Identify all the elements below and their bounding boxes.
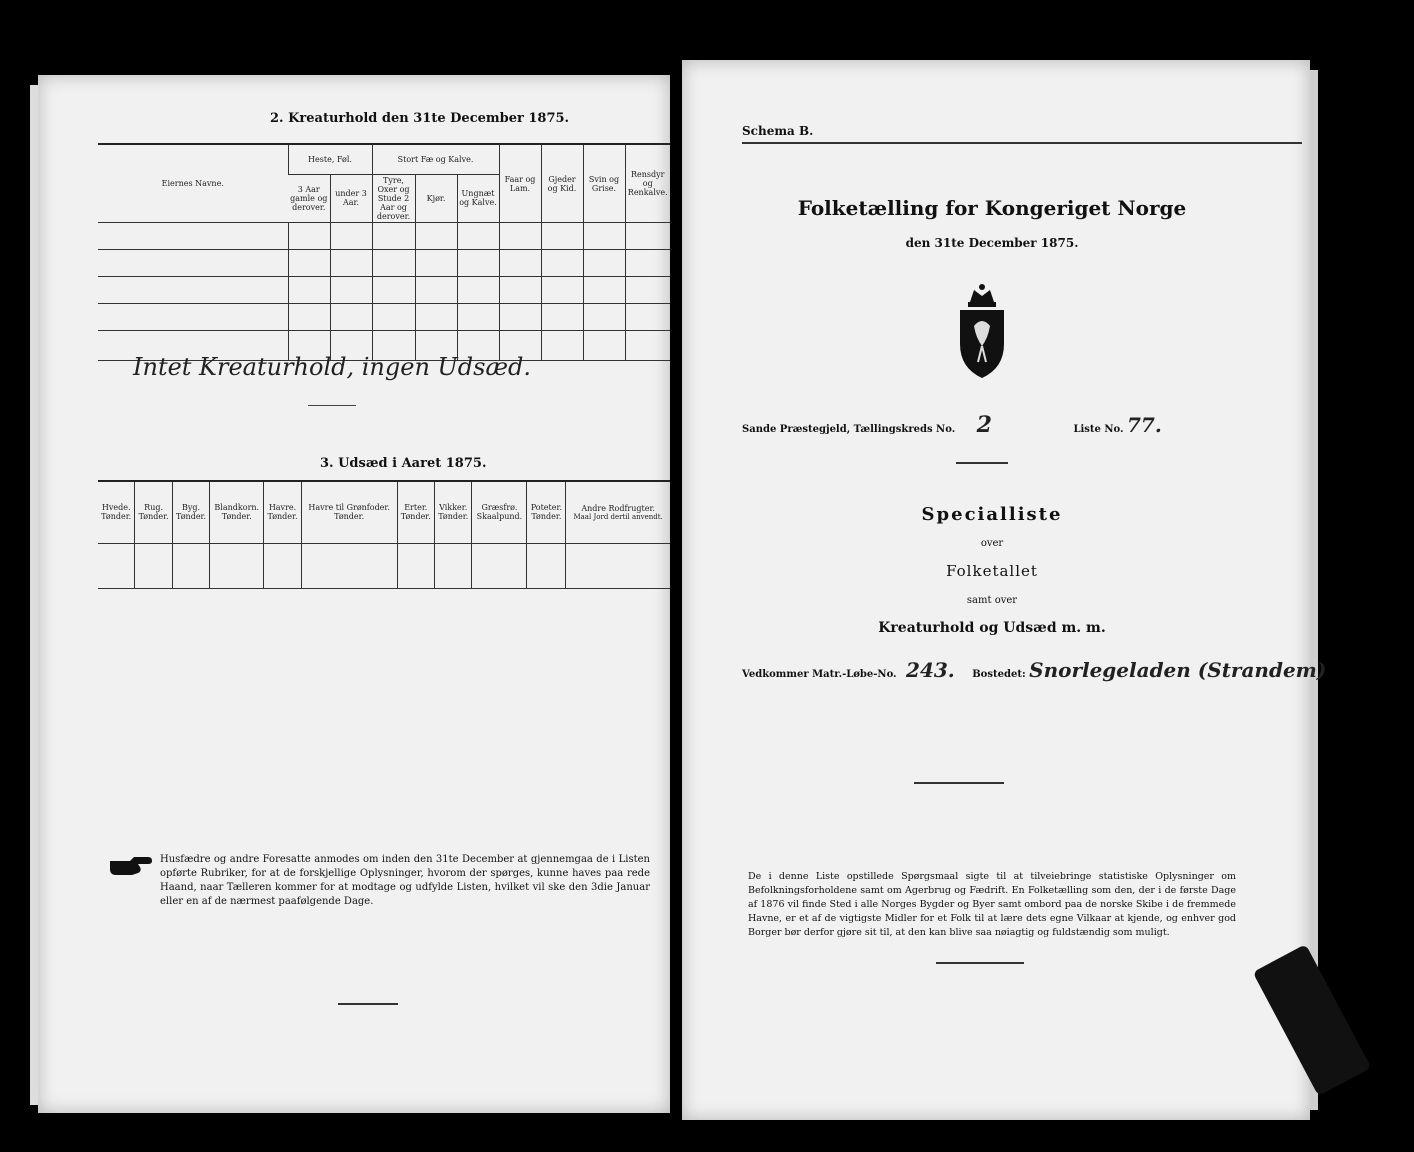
cattle-header: Stort Fæ og Kalve. [372,144,499,174]
seed-col-header: Hvede. Tønder. [98,481,135,543]
horses-sub-header: 3 Aar gamle og derover. [288,174,330,223]
bostedet-label: Bostedet: [972,669,1026,680]
district-number: 2 [976,412,992,438]
divider [338,1003,398,1005]
pigs-header: Svin og Grise. [583,144,625,223]
divider [914,782,1004,784]
divider [936,962,1024,964]
section-2-title: 2. Kreaturhold den 31te December 1875. [270,111,570,126]
schema-label: Schema B. [742,124,814,138]
specialliste-heading: Specialliste [921,504,1063,525]
horses-header: Heste, Føl. [288,144,372,174]
bostedet-value: Snorlegeladen (Strandem) [1029,658,1327,682]
seed-col-header: Andre Rodfrugter. Maal Jord dertil anvendt. [566,481,670,543]
table-row [98,304,670,331]
handwritten-note: Intet Kreaturhold, ingen Udsæd. [133,353,531,381]
table-row [98,543,670,588]
table-row [98,277,670,304]
seed-col-header: Erter. Tønder. [397,481,434,543]
table-row [98,250,670,277]
coat-of-arms-icon [952,282,1012,382]
pointing-hand-icon [108,855,154,877]
list-number: 77. [1126,413,1162,437]
section-3-title: 3. Udsæd i Aaret 1875. [320,456,487,471]
samt-over-label: samt over [966,595,1018,606]
cattle-sub-header: Tyre, Oxer og Stude 2 Aar og derover. [372,174,415,223]
over-label: over [980,538,1004,549]
seed-table [98,480,670,589]
seed-col-header: Havre. Tønder. [264,481,301,543]
seed-col-header: Byg. Tønder. [172,481,209,543]
intro-paragraph: De i denne Liste opstillede Spørgsmaal sigte til at tilveiebringe statistiske Oplysninger om Befolkningsforholdene samt om Agerbrug og Fædrift. En Folketælling som den, der i de første Dage af 1876 vil finde Sted i alle Norges Bygder og Byer samt ombord paa de norske Skibe i de fremmede Havne, er et af de vigtigste Midler for et Folk til at lære dets egne Vilkaar at kjende, og enhver god Borger bør derfor gjøre sit til, at den kan blive saa nøiagtig og fuldstændig som muligt. [748,871,1236,938]
left-page [38,75,670,1113]
owner-header: Eiernes Navne. [98,144,288,223]
seed-col-header: Poteter. Tønder. [527,481,566,543]
census-title: Folketælling for Kongeriget Norge [797,196,1187,220]
kreaturhold-heading: Kreaturhold og Udsæd m. m. [878,620,1106,636]
matr-line [742,658,1326,682]
census-date: den 31te December 1875. [905,236,1079,250]
table-row [98,223,670,250]
matr-label: Vedkommer Matr.-Løbe-No. [742,669,897,680]
livestock-table [98,143,670,361]
seed-col-header: Blandkorn. Tønder. [210,481,264,543]
cattle-sub-header: Kjør. [415,174,457,223]
matr-number: 243. [906,658,955,682]
sheep-header: Faar og Lam. [499,144,541,223]
list-label: Liste No. [1073,424,1124,435]
seed-col-header: Græsfrø. Skaalpund. [472,481,527,543]
top-rule [742,142,1302,144]
notice-text: Husfædre og andre Foresatte anmodes om inden den 31te December at gjennemgaa de i Listen opførte Rubriker, for at de forskjellige Oplysninger, hvorom der spørges, kunne haves paa rede Haand, naar Tælleren kommer for at modtage og udfylde Listen, hvilket vil ske den 3die Januar eller en af de nærmest paafølgende Dage. [160,854,650,907]
seed-col-header: Rug. Tønder. [135,481,172,543]
seed-col-header: Havre til Grønfoder. Tønder. [301,481,397,543]
cattle-sub-header: Ungnæt og Kalve. [457,174,499,223]
folketallet-heading: Folketallet [946,562,1038,580]
goats-header: Gjeder og Kid. [541,144,583,223]
divider [956,462,1008,464]
seed-col-header: Vikker. Tønder. [435,481,472,543]
divider [308,405,356,406]
horses-sub-header: under 3 Aar. [330,174,372,223]
right-page [682,60,1327,1120]
reindeer-header: Rensdyr og Renkalve. [625,144,670,223]
parish-line [742,412,1162,438]
parish-label: Sande Præstegjeld, Tællingskreds No. [742,424,956,435]
